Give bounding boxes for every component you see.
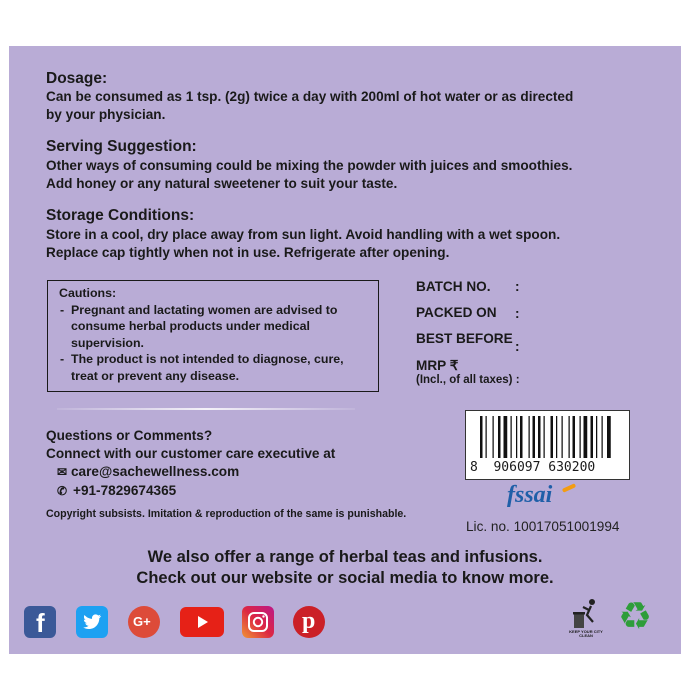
barcode-bar (584, 416, 588, 458)
cautions-heading: Cautions: (59, 286, 117, 300)
cautions-box (47, 280, 379, 392)
packed-label: PACKED ON (416, 305, 497, 320)
phone-row (57, 482, 176, 500)
barcode-bar (520, 416, 523, 458)
email-row (57, 463, 239, 481)
contact-heading: Questions or Comments? (46, 428, 213, 443)
caution-item: - The product is not intended to diagnose, cure, treat or prevent any disease. (59, 351, 377, 384)
twitter-icon[interactable] (76, 606, 108, 638)
barcode-bar (562, 416, 563, 458)
email-link[interactable]: care@sachewellness.com (71, 464, 240, 479)
barcode-bar (607, 416, 611, 458)
barcode-bar (480, 416, 483, 458)
copyright-text: Copyright subsists. Imitation & reproduction of the same is punishable. (46, 508, 407, 520)
barcode-bar (533, 416, 536, 458)
best-before-colon: : (515, 339, 520, 354)
barcode-digits: 8 906097 630200 (470, 460, 596, 475)
barcode-bar (504, 416, 508, 458)
promo-text: We also offer a range of herbal teas and infusions. Check out our website or social media to know more. (136, 548, 554, 587)
barcode-bar (493, 416, 494, 458)
dosage-text: Can be consumed as 1 tsp. (2g) twice a day with 200ml of hot water or as directed by your physician. (46, 89, 574, 122)
bin-caption: KEEP YOUR CITY CLEAN (569, 629, 603, 638)
serving-text: Other ways of consuming could be mixing the powder with juices and smoothies. Add honey or any natural sweetener to suit your taste. (46, 158, 573, 191)
recycle-icon: ♻ (617, 596, 653, 638)
phone-link[interactable]: +91-7829674365 (73, 483, 177, 498)
contact-intro: Connect with our customer care executive at (46, 446, 336, 461)
cautions-list (59, 302, 377, 385)
barcode-bar (529, 416, 530, 458)
barcode-bar (580, 416, 581, 458)
fssai-license: Lic. no. 10017051001994 (466, 519, 620, 534)
barcode-bar (498, 416, 501, 458)
barcode-bar (516, 416, 517, 458)
barcode-bar (544, 416, 545, 458)
mrp-label: MRP ₹ (416, 358, 459, 373)
pinterest-icon[interactable]: p (293, 606, 325, 638)
barcode-bar (591, 416, 594, 458)
instagram-icon[interactable] (242, 606, 274, 638)
caution-item: - Pregnant and lactating women are advised to consume herbal products under medical supervision. (59, 302, 377, 352)
mrp-note: (Incl., of all taxes) : (416, 374, 520, 386)
barcode-bar (573, 416, 576, 458)
serving-heading: Serving Suggestion: (46, 138, 197, 155)
barcode (465, 410, 630, 480)
facebook-icon[interactable]: f (24, 606, 56, 638)
fssai-logo: fssai (507, 482, 553, 508)
google-plus-icon[interactable]: G+ (128, 606, 160, 638)
barcode-bar (486, 416, 487, 458)
dosage-heading: Dosage: (46, 70, 108, 87)
barcode-bar (511, 416, 512, 458)
batch-label: BATCH NO. (416, 279, 491, 294)
barcode-bar (569, 416, 570, 458)
barcode-bar (596, 416, 597, 458)
barcode-bar (602, 416, 603, 458)
barcode-bar (556, 416, 557, 458)
bin-icon (569, 597, 603, 637)
batch-colon: : (515, 279, 520, 294)
packed-colon: : (515, 306, 520, 321)
best-before-label: BEST BEFORE (416, 331, 513, 346)
barcode-bar (551, 416, 554, 458)
storage-text: Store in a cool, dry place away from sun light. Avoid handling with a wet spoon. Replace cap tightly when not in use. Refrigerate after opening. (46, 227, 561, 260)
phone-icon: ✆ (57, 484, 68, 498)
youtube-icon[interactable] (180, 607, 224, 637)
storage-heading: Storage Conditions: (46, 207, 195, 224)
email-icon: ✉ (57, 465, 68, 479)
barcode-bar (538, 416, 541, 458)
divider (57, 408, 355, 410)
